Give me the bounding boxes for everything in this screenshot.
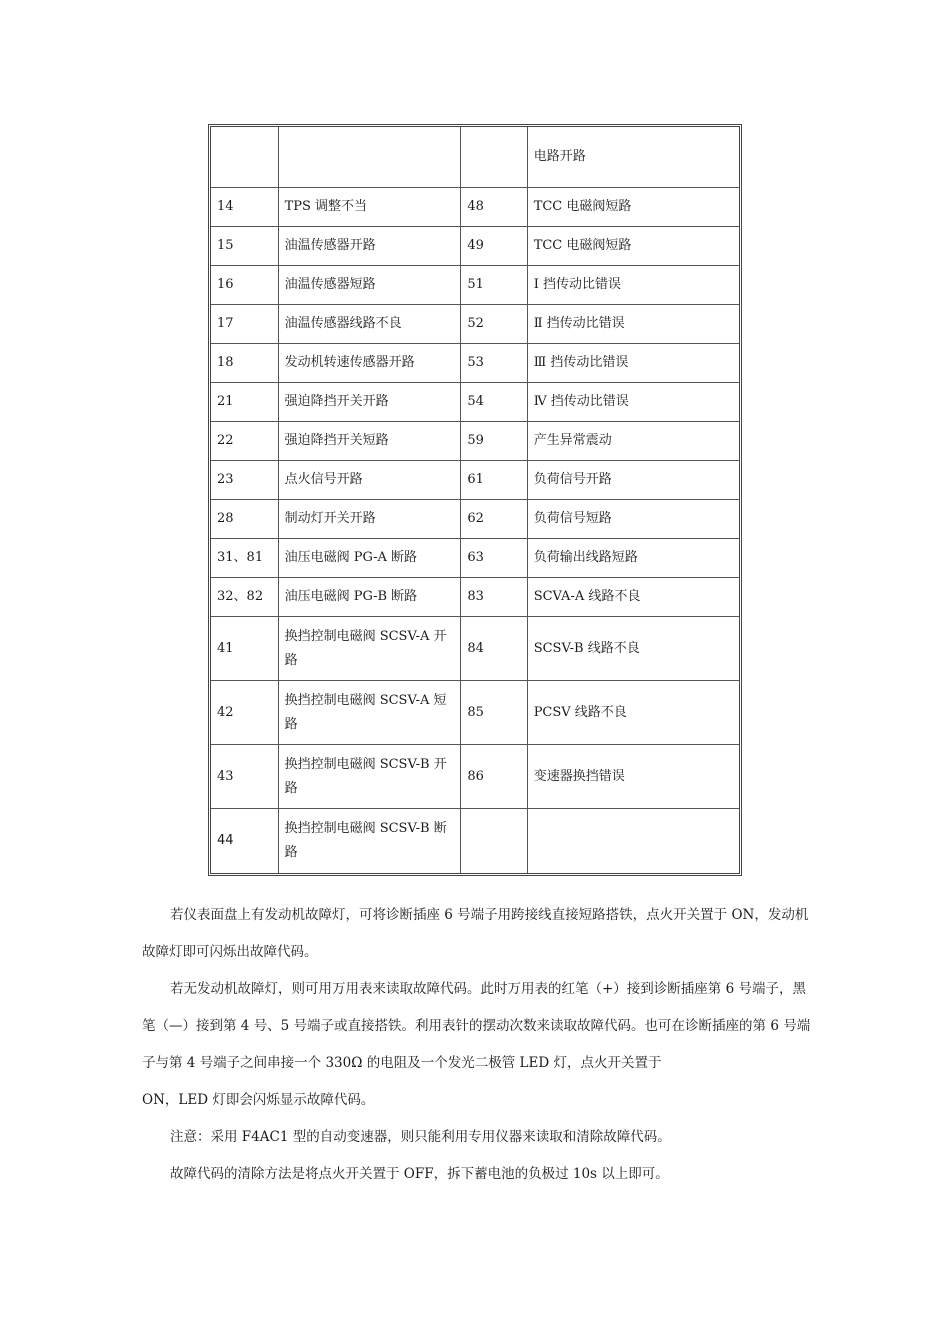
table-row [211, 422, 739, 461]
description-cell [528, 809, 739, 873]
code-cell: 84 [461, 617, 527, 681]
description-cell: 油温传感器线路不良 [279, 305, 462, 344]
code-cell: 21 [211, 383, 279, 422]
description-cell: 强迫降挡开关开路 [279, 383, 462, 422]
code-cell: 41 [211, 617, 279, 681]
description-cell [279, 127, 462, 188]
code-cell: 86 [461, 745, 527, 809]
code-cell [461, 809, 527, 873]
description-cell: 油温传感器短路 [279, 266, 462, 305]
paragraph-multimeter: 若无发动机故障灯，则可用万用表来读取故障代码。此时万用表的红笔（+）接到诊断插座第 6 号端子，黑笔（—）接到第 4 号、5 号端子或直接搭铁。利用表针的摆动次数来读取故障代码。也可在诊断插座的第 6 号端子与第 4 号端子之间串接一个 330Ω 的电阻及一个发光二极管 LED 灯，点火开关置于 [142, 981, 811, 1071]
description-cell: PCSV 线路不良 [528, 681, 739, 745]
code-cell: 49 [461, 227, 527, 266]
fault-code-table [208, 124, 742, 876]
description-cell: Ⅱ 挡传动比错误 [528, 305, 739, 344]
table-row [211, 617, 739, 681]
table-row [211, 809, 739, 873]
paragraph-block [142, 1119, 812, 1156]
code-cell [461, 127, 527, 188]
description-cell: 油压电磁阀 PG-B 断路 [279, 578, 462, 617]
code-cell [211, 127, 279, 188]
code-cell: 42 [211, 681, 279, 745]
code-cell: 17 [211, 305, 279, 344]
description-cell: 油温传感器开路 [279, 227, 462, 266]
code-cell: 63 [461, 539, 527, 578]
description-cell: 负荷输出线路短路 [528, 539, 739, 578]
description-cell: 发动机转速传感器开路 [279, 344, 462, 383]
code-cell: 62 [461, 500, 527, 539]
description-cell: 点火信号开路 [279, 461, 462, 500]
code-cell: 54 [461, 383, 527, 422]
description-cell: 产生异常震动 [528, 422, 739, 461]
paragraph-note: 注意：采用 F4AC1 型的自动变速器，则只能利用专用仪器来读取和清除故障代码。 [170, 1129, 671, 1145]
code-cell: 14 [211, 188, 279, 227]
code-cell: 53 [461, 344, 527, 383]
table-row [211, 266, 739, 305]
code-cell: 59 [461, 422, 527, 461]
description-cell: 换挡控制电磁阀 SCSV-B 开路 [279, 745, 462, 809]
code-cell: 28 [211, 500, 279, 539]
description-cell: 换挡控制电磁阀 SCSV-A 开路 [279, 617, 462, 681]
table-row [211, 578, 739, 617]
code-cell: 23 [211, 461, 279, 500]
description-cell: 换挡控制电磁阀 SCSV-B 断路 [279, 809, 462, 873]
table-row [211, 745, 739, 809]
code-cell: 31、81 [211, 539, 279, 578]
code-cell: 51 [461, 266, 527, 305]
table-row [211, 539, 739, 578]
description-cell: Ⅳ 挡传动比错误 [528, 383, 739, 422]
description-cell: SCVA-A 线路不良 [528, 578, 739, 617]
description-cell: 油压电磁阀 PG-A 断路 [279, 539, 462, 578]
table-row [211, 500, 739, 539]
description-cell: SCSV-B 线路不良 [528, 617, 739, 681]
table-row [211, 305, 739, 344]
paragraph-block [142, 971, 812, 1119]
code-cell: 22 [211, 422, 279, 461]
table-row [211, 383, 739, 422]
paragraph-block [142, 1156, 812, 1193]
description-cell: TCC 电磁阀短路 [528, 188, 739, 227]
description-cell: 负荷信号短路 [528, 500, 739, 539]
code-cell: 32、82 [211, 578, 279, 617]
code-cell: 44 [211, 809, 279, 873]
table-row [211, 227, 739, 266]
description-cell: 电路开路 [528, 127, 739, 188]
code-cell: 52 [461, 305, 527, 344]
code-cell: 43 [211, 745, 279, 809]
description-cell: TCC 电磁阀短路 [528, 227, 739, 266]
table-row [211, 681, 739, 745]
description-cell: Ⅲ 挡传动比错误 [528, 344, 739, 383]
paragraph-multimeter-end: ON，LED 灯即会闪烁显示故障代码。 [142, 1092, 375, 1108]
description-cell: 变速器换挡错误 [528, 745, 739, 809]
paragraph-engine-light: 若仪表面盘上有发动机故障灯，可将诊断插座 6 号端子用跨接线直接短路搭铁，点火开关置于 ON，发动机故障灯即可闪烁出故障代码。 [142, 907, 809, 960]
description-cell: 制动灯开关开路 [279, 500, 462, 539]
description-cell: 强迫降挡开关短路 [279, 422, 462, 461]
code-cell: 18 [211, 344, 279, 383]
description-cell: 负荷信号开路 [528, 461, 739, 500]
description-cell: TPS 调整不当 [279, 188, 462, 227]
table-row [211, 344, 739, 383]
code-cell: 85 [461, 681, 527, 745]
code-cell: 16 [211, 266, 279, 305]
code-cell: 48 [461, 188, 527, 227]
code-cell: 15 [211, 227, 279, 266]
description-cell: 换挡控制电磁阀 SCSV-A 短路 [279, 681, 462, 745]
paragraph-clear-method: 故障代码的清除方法是将点火开关置于 OFF，拆下蓄电池的负极过 10s 以上即可。 [170, 1166, 669, 1182]
table-row [211, 127, 739, 188]
paragraph-block [142, 897, 812, 971]
table-row [211, 188, 739, 227]
code-cell: 83 [461, 578, 527, 617]
code-cell: 61 [461, 461, 527, 500]
table-row [211, 461, 739, 500]
description-cell: Ⅰ 挡传动比错误 [528, 266, 739, 305]
